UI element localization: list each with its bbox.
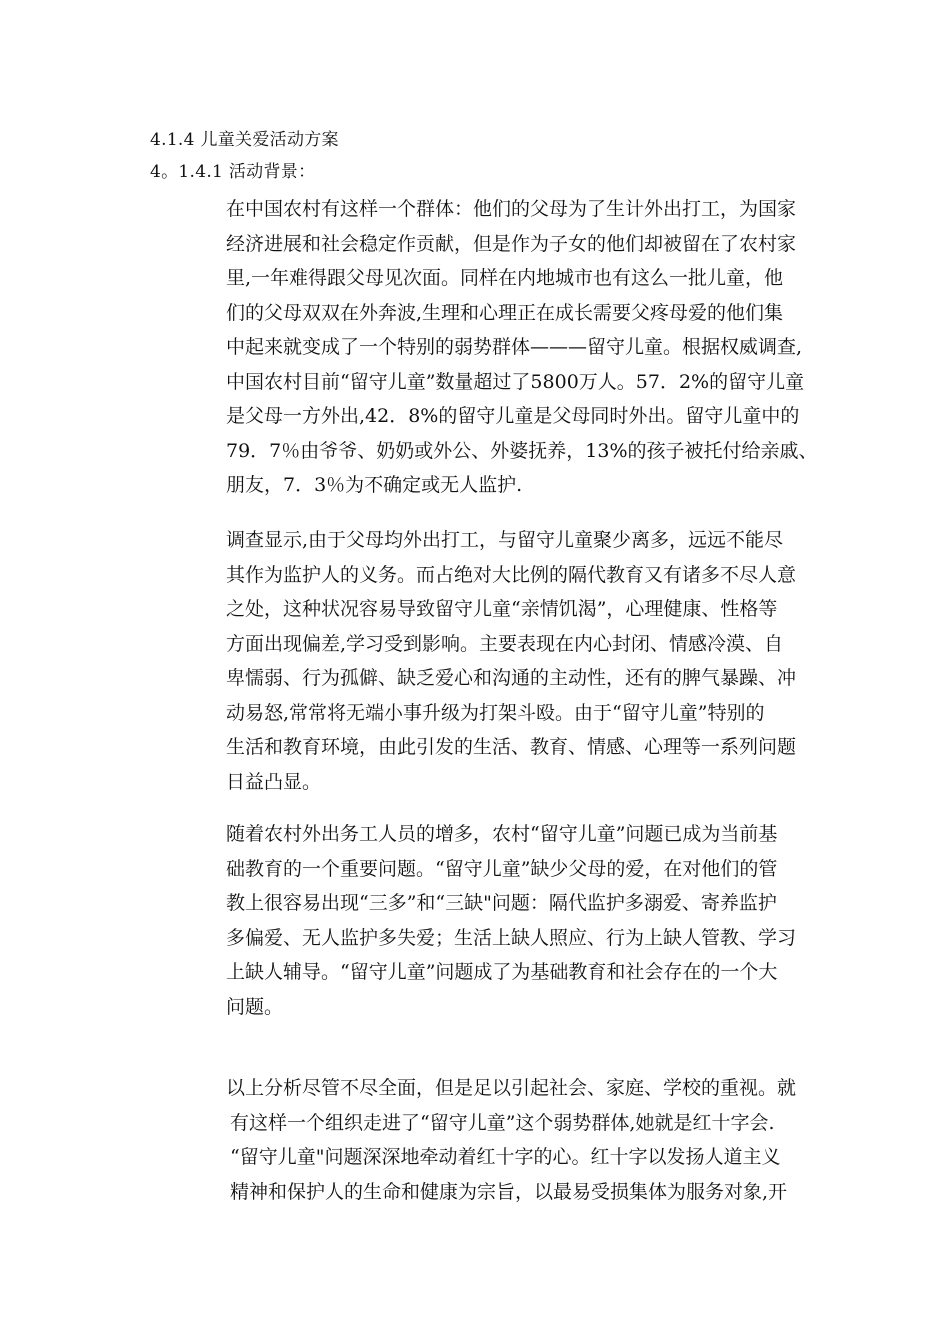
text-line: 方面出现偏差,学习受到影响。主要表现在内心封闭、情感冷漠、自	[226, 632, 784, 655]
text-line: 日益凸显。	[226, 770, 322, 793]
text-line: 中起来就变成了一个特别的弱势群体———留守儿童。根据权威调查,	[226, 336, 803, 358]
text-line: 卑懦弱、行为孤僻、缺乏爱心和沟通的主动性，还有的脾气暴躁、冲	[226, 667, 797, 689]
section-heading: 4.1.4 儿童关爱活动方案	[150, 130, 339, 150]
text-line: 是父母一方外出,42．8%的留守儿童是父母同时外出。留守儿童中的	[226, 405, 800, 427]
text-line: “留守儿童"问题深深地牵动着红十字的心。红十字以发扬人道主义	[230, 1146, 781, 1168]
text-line: 里,一年难得跟父母见次面。同样在内地城市也有这么一批儿童，他	[226, 267, 784, 289]
text-line: 随着农村外出务工人员的增多，农村“留守儿童”问题已成为当前基	[226, 823, 778, 845]
text-line: 调查显示,由于父母均外出打工，与留守儿童聚少离多，远远不能尽	[226, 529, 784, 551]
text-line: 中国农村目前“留守儿童”数量超过了5800万人。57．2%的留守儿童	[226, 370, 805, 393]
paragraph-background	[226, 192, 816, 503]
text-line: 在中国农村有这样一个群体：他们的父母为了生计外出打工，为国家	[226, 198, 797, 220]
text-line: 其作为监护人的义务。而占绝对大比例的隔代教育又有诸多不尽人意	[226, 563, 797, 586]
paragraph-survey	[226, 523, 816, 799]
text-line: 上缺人辅导。“留守儿童”问题成了为基础教育和社会存在的一个大	[226, 961, 778, 983]
paragraph-red-cross	[226, 1071, 816, 1209]
text-line: 础教育的一个重要问题。“留守儿童”缺少父母的爱，在对他们的管	[226, 857, 778, 880]
text-line: 教上很容易出现“三多”和“三缺"问题：隔代监护多溺爱、寄养监护	[226, 892, 777, 914]
text-line: 多偏爱、无人监护多失爱；生活上缺人照应、行为上缺人管教、学习	[226, 926, 797, 949]
text-line: 生活和教育环境，由此引发的生活、教育、情感、心理等一系列问题	[226, 736, 797, 758]
text-line: 朋友，7．3％为不确定或无人监护.	[226, 474, 523, 496]
subsection-heading: 4。1.4.1 活动背景：	[150, 162, 316, 182]
text-line: 有这样一个组织走进了“留守儿童”这个弱势群体,她就是红十字会.	[230, 1111, 775, 1134]
text-line: 之处，这种状况容易导致留守儿童“亲情饥渴”，心理健康、性格等	[226, 598, 778, 620]
text-line: 问题。	[226, 995, 284, 1018]
text-line: 79．7％由爷爷、奶奶或外公、外婆抚养，13%的孩子被托付给亲戚、	[226, 439, 818, 462]
text-line: 经济进展和社会稳定作贡献，但是作为子女的他们却被留在了农村家	[226, 232, 797, 255]
text-line: 们的父母双双在外奔波,生理和心理正在成长需要父疼母爱的他们集	[226, 301, 784, 324]
text-line: 动易怒,常常将无端小事升级为打架斗殴。由于“留守儿童”特别的	[226, 701, 765, 724]
text-line: 以上分析尽管不尽全面，但是足以引起社会、家庭、学校的重视。就	[226, 1077, 797, 1099]
paragraph-education	[226, 817, 816, 1024]
text-line: 精神和保护人的生命和健康为宗旨，以最易受损集体为服务对象,开	[230, 1180, 788, 1203]
